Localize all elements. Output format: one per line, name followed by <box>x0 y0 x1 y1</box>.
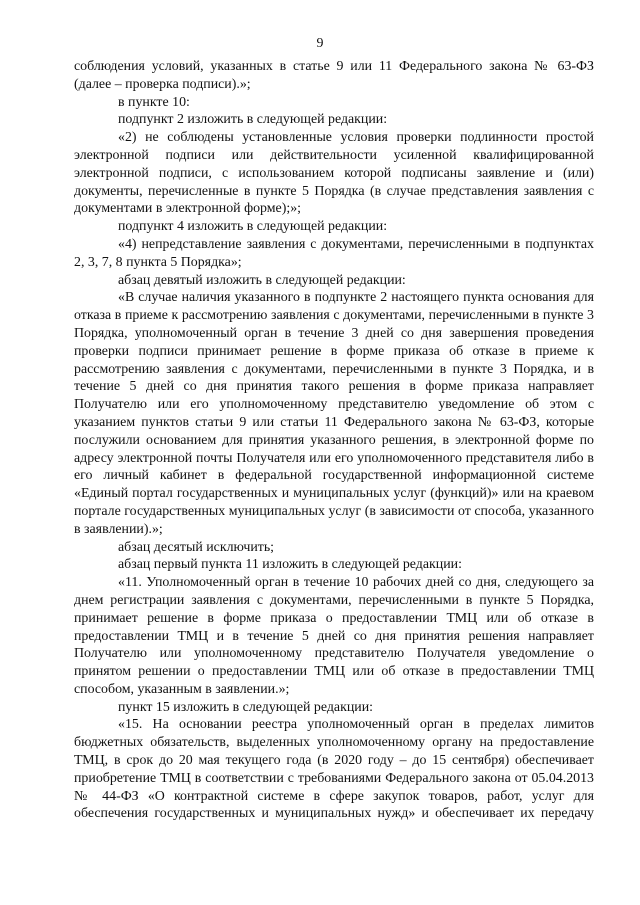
paragraph-point-10: в пункте 10: <box>118 94 190 110</box>
paragraph-point-15-text: «15. На основании реестра уполномоченный орган в пределах лимитов бюджетных обязательств, выделенных уполномоченному органу на предоставление ТМЦ, в срок до 20 мая текущего года (в 2020 году – до 15 сентября) обеспечивает приобретение ТМЦ в соответствии с требованиями Федерального закона от 05.04.2013 № 44-ФЗ «О контрактной системе в сфере закупок товаров, работ, услуг для обеспечения государственных и муниципальных нужд» и обеспечивает их передачу <box>74 717 594 822</box>
document-body <box>74 58 594 823</box>
paragraph-subpoint-4-intro: подпункт 4 изложить в следующей редакции: <box>118 219 388 235</box>
paragraph-point-11-text: «11. Уполномоченный орган в течение 10 рабочих дней со дня, следующего за днем регистрации заявления с документами, перечисленными в пункте 5 Порядка, принимает решение в форме приказа о предоставлении ТМЦ или об отказе в предоставлении ТМЦ и в течение 5 дней со дня принятия решения направляет Получателю или уполномоченному представителю Получателя уведомление о принятом решении о предоставлении ТМЦ или об отказе в предоставлении ТМЦ способом, указанным в заявлении.»; <box>74 575 594 697</box>
paragraph-subpoint-4-text: «4) непредставление заявления с документами, перечисленными в подпунктах 2, 3, 7, 8 пункта 5 Порядка»; <box>74 236 594 270</box>
paragraph-subpoint-2-text: «2) не соблюдены установленные условия проверки подлинности простой электронной подписи или действительности усиленной квалифицированной электронной подписи, с использованием которой подписаны заявление и (или) документы, перечисленные в пункте 5 Порядка (в случае представления заявления с документами в электронной форме);»; <box>74 130 594 217</box>
page-number: 9 <box>316 36 324 51</box>
paragraph-point-11-intro: абзац первый пункта 11 изложить в следующей редакции: <box>118 557 462 573</box>
paragraph-continuation: соблюдения условий, указанных в статье 9 или 11 Федерального закона № 63-ФЗ (далее – проверка подписи).»; <box>74 59 594 92</box>
paragraph-abzac-10: абзац десятый исключить; <box>118 539 275 555</box>
paragraph-abzac-9-text: «В случае наличия указанного в подпункте 2 настоящего пункта основания для отказа в приеме к рассмотрению заявления с документами, перечисленными в пункте 3 Порядка, уполномоченный орган в течение 3 дней со дня завершения проведения проверки подписи принимает решение в форме приказа об отказе в приеме к рассмотрению заявления с документами, перечисленными в пункте 3 Порядка, и в течение 5 дней со дня принятия такого решения в форме приказа направляет Получателю или его уполномоченному представителю уведомление об этом с указанием пунктов статьи 9 или статьи 11 Федерального закона № 63-ФЗ, которые послужили основанием для принятия указанного решения, в электронной форме по адресу электронной почты Получателя или его уполномоченного представителя либо в его личный кабинет в федеральной государственной информационной системе «Единый портал государственных и муниципальных услуг (функций)» или на краевом портале государственных муниципальных услуг (в зависимости от способа, указанного в заявлении).»; <box>74 290 594 537</box>
paragraph-subpoint-2-intro: подпункт 2 изложить в следующей редакции: <box>118 112 388 128</box>
paragraph-point-15-intro: пункт 15 изложить в следующей редакции: <box>118 699 373 715</box>
paragraph-abzac-9-intro: абзац девятый изложить в следующей редакции: <box>118 272 406 288</box>
